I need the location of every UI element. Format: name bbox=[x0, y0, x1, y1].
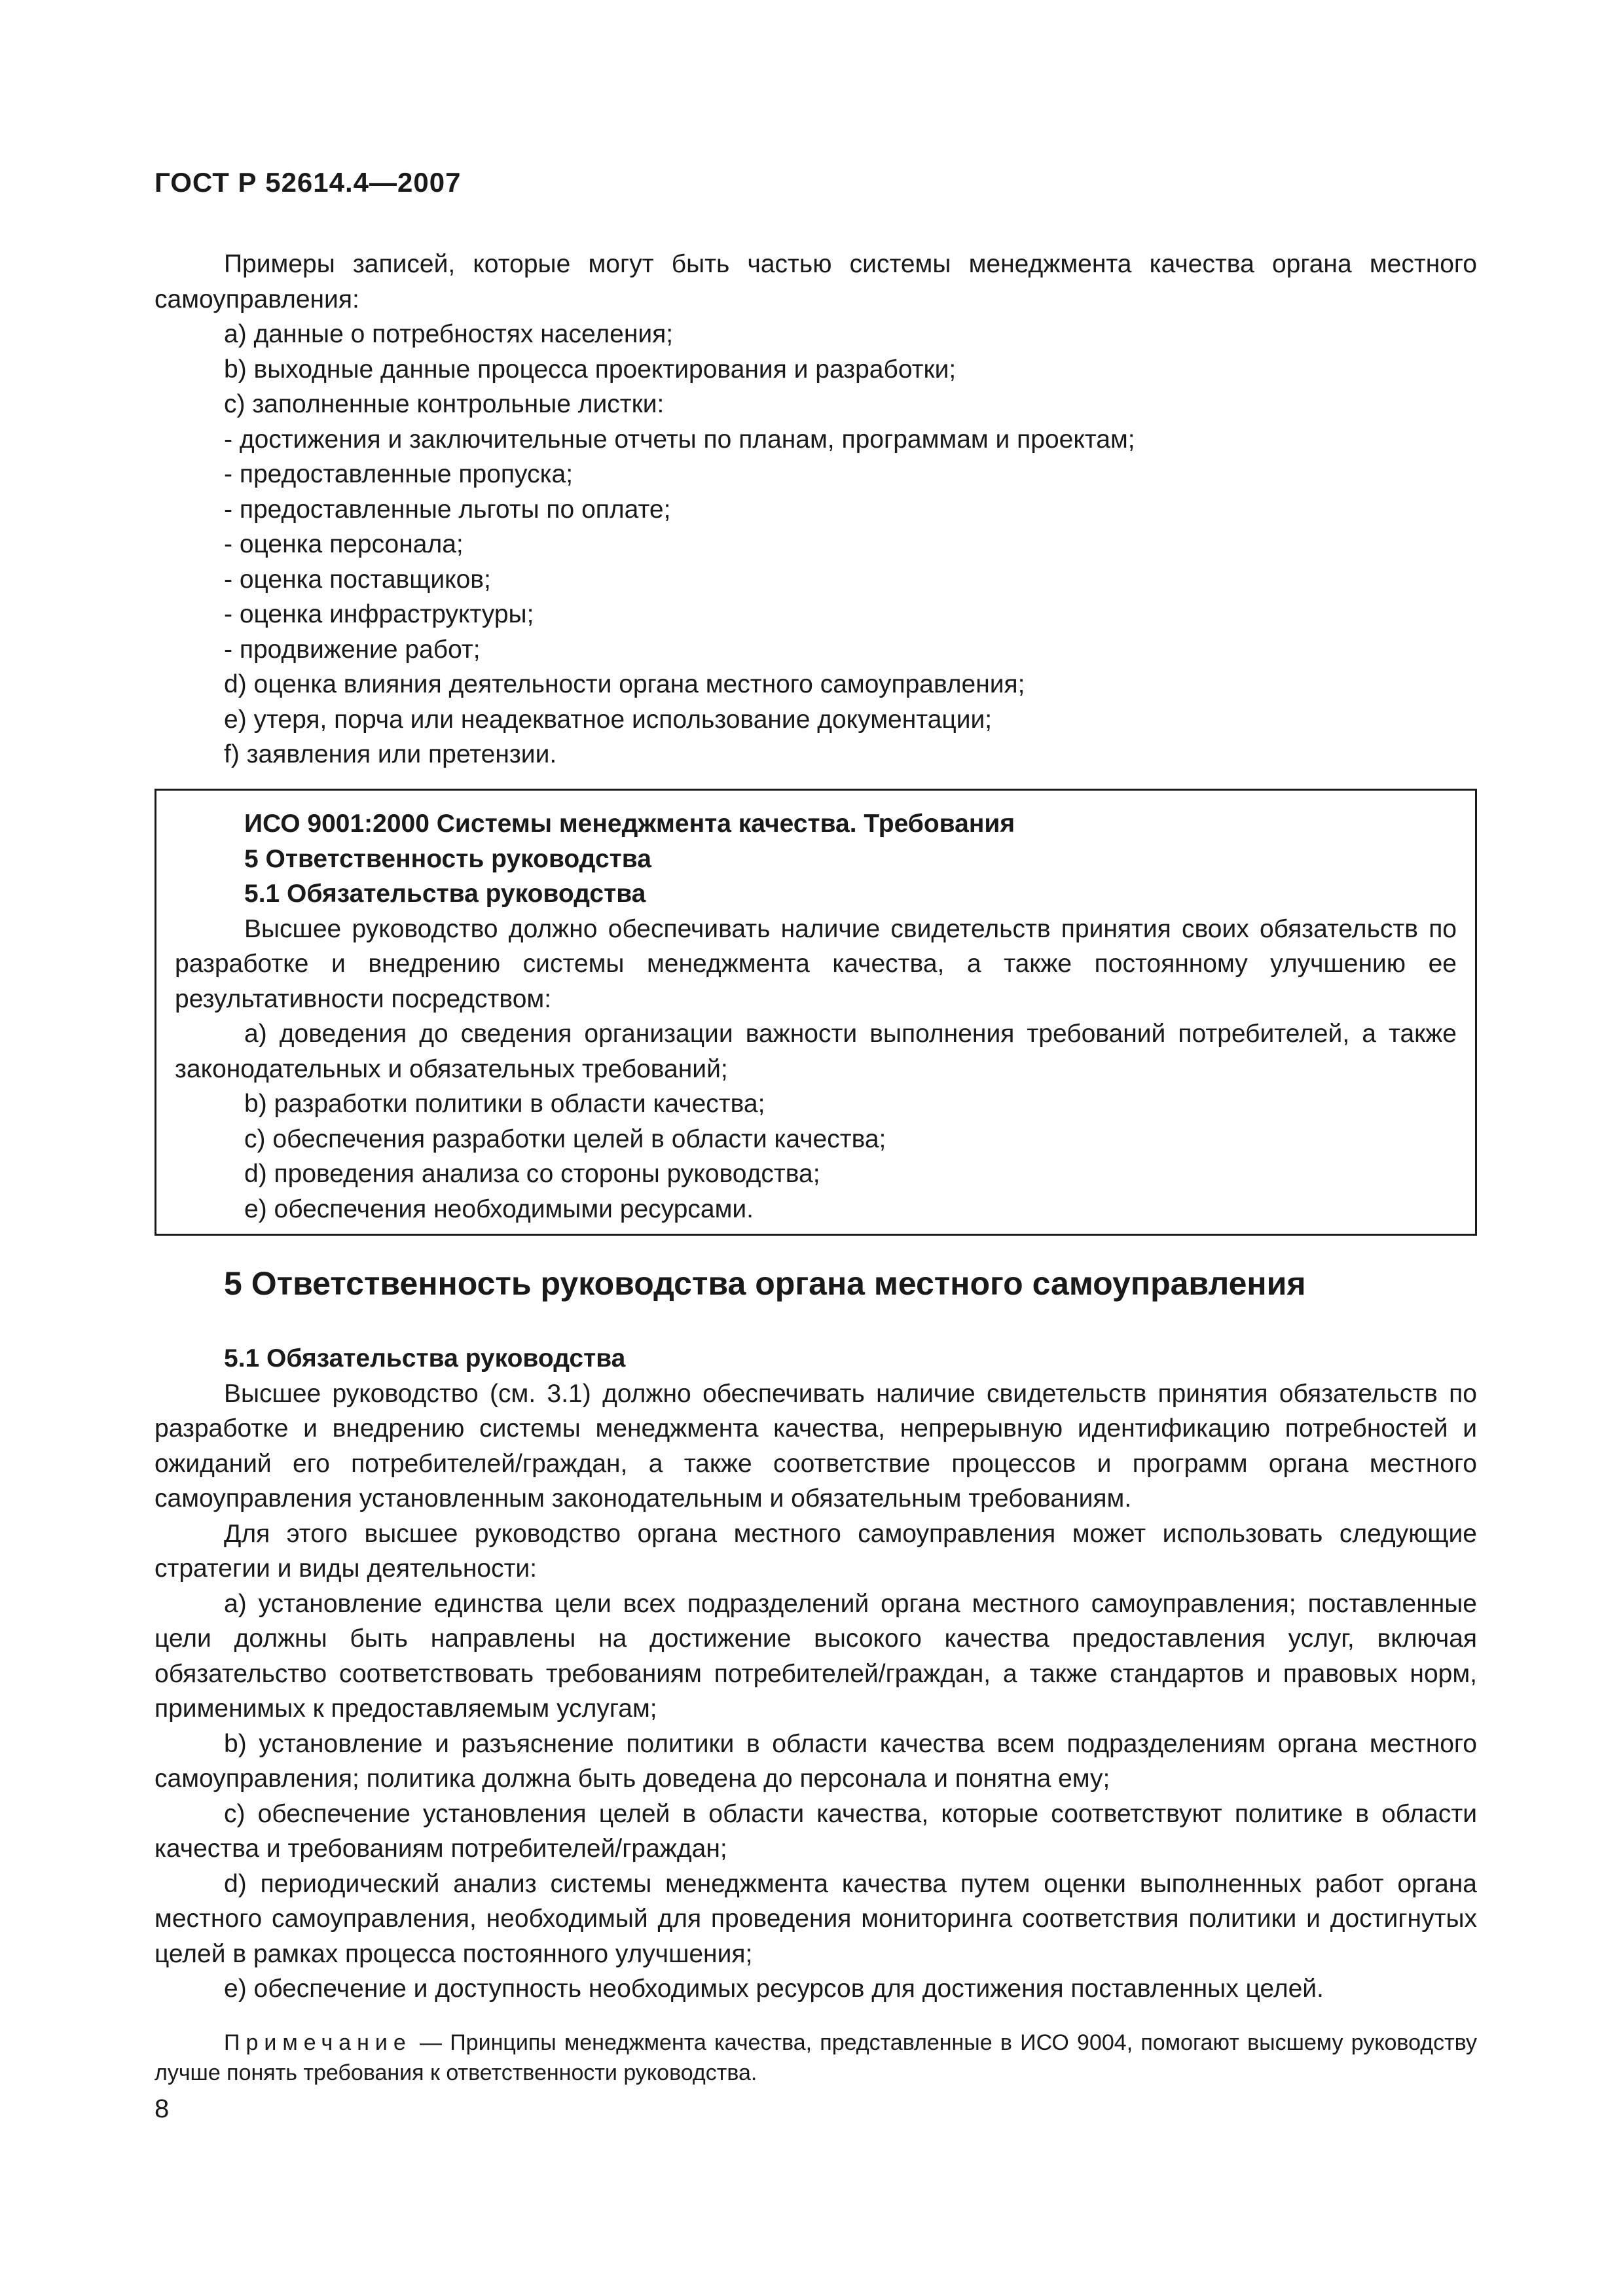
list-item: a) данные о потребностях населения; bbox=[224, 320, 674, 348]
iso-box-paragraph: Высшее руководство должно обеспечивать наличие свидетельств принятия своих обязательств по разработке и внедрению системы менеджмента качества, а также постоянному улучшению ее результативности посредством: bbox=[175, 914, 1457, 1013]
list-item: d) периодический анализ системы менеджмента качества путем оценки выполненных работ органа местного самоуправления, необходимый для проведения мониторинга соответствия политики и достигнутых целей в рамках процесса постоянного улучшения; bbox=[155, 1869, 1477, 1968]
list-item: - продвижение работ; bbox=[224, 635, 481, 664]
list-item: c) обеспечения разработки целей в области качества; bbox=[244, 1124, 886, 1153]
note-label: Примечание bbox=[224, 2030, 412, 2055]
document-header: ГОСТ Р 52614.4—2007 bbox=[155, 167, 462, 198]
note-text: — Принципы менеджмента качества, представленные в ИСО 9004, помогают высшему руководству лучше понять требования к ответственности руководства. bbox=[155, 2030, 1477, 2085]
list-item: b) установление и разъяснение политики в области качества всем подразделениям органа местного самоуправления; политика должна быть доведена до персонала и понятна ему; bbox=[155, 1729, 1477, 1793]
subsection-title: 5.1 Обязательства руководства bbox=[224, 1344, 626, 1372]
list-item: e) обеспечения необходимыми ресурсами. bbox=[244, 1194, 754, 1223]
list-item: - достижения и заключительные отчеты по планам, программам и проектам; bbox=[224, 425, 1135, 454]
iso-box-section: 5 Ответственность руководства bbox=[244, 844, 651, 873]
list-item: - оценка персонала; bbox=[224, 530, 464, 558]
list-item: a) установление единства цели всех подразделений органа местного самоуправления; поставленные цели должны быть направлены на достижение высокого качества предоставления услуг, включая обязательство соответствовать требованиям потребителей/граждан, а также стандартов и правовых норм, применимых к предоставляемым услугам; bbox=[155, 1589, 1477, 1723]
section5-body bbox=[155, 1341, 1477, 2007]
list-item: d) оценка влияния деятельности органа местного самоуправления; bbox=[224, 670, 1025, 698]
iso-box-title: ИСО 9001:2000 Системы менеджмента качества. Требования bbox=[244, 810, 1015, 838]
list-item: c) обеспечение установления целей в области качества, которые соответствуют политике в области качества и требованиям потребителей/граждан; bbox=[155, 1799, 1477, 1863]
section-title: 5 Ответственность руководства органа местного самоуправления bbox=[224, 1265, 1306, 1302]
list-item: - оценка поставщиков; bbox=[224, 565, 491, 594]
list-item: a) доведения до сведения организации важности выполнения требований потребителей, а также законодательных и обязательных требований; bbox=[175, 1020, 1457, 1083]
paragraph: Для этого высшее руководство органа местного самоуправления может использовать следующие стратегии и виды деятельности: bbox=[155, 1519, 1477, 1583]
list-item: f) заявления или претензии. bbox=[224, 740, 557, 768]
list-item: b) выходные данные процесса проектирования и разработки; bbox=[224, 355, 957, 384]
list-item: - предоставленные льготы по оплате; bbox=[224, 495, 671, 524]
list-item: e) утеря, порча или неадекватное использование документации; bbox=[224, 705, 993, 734]
list-item: d) проведения анализа со стороны руководства; bbox=[244, 1160, 820, 1188]
iso-box-subsection: 5.1 Обязательства руководства bbox=[244, 880, 646, 908]
iso-requirements-box bbox=[155, 789, 1477, 1236]
note bbox=[155, 2028, 1477, 2088]
records-block bbox=[155, 247, 1477, 772]
list-item: b) разработки политики в области качества; bbox=[244, 1090, 765, 1118]
list-item: e) обеспечение и доступность необходимых ресурсов для достижения поставленных целей. bbox=[224, 1975, 1324, 2003]
list-item: - предоставленные пропуска; bbox=[224, 460, 574, 488]
page-number: 8 bbox=[155, 2094, 170, 2123]
records-intro: Примеры записей, которые могут быть частью системы менеджмента качества органа местного самоуправления: bbox=[155, 250, 1477, 314]
list-item: - оценка инфраструктуры; bbox=[224, 600, 534, 628]
list-item: c) заполненные контрольные листки: bbox=[224, 390, 665, 418]
paragraph: Высшее руководство (см. 3.1) должно обеспечивать наличие свидетельств принятия обязательств по разработке и внедрению системы менеджмента качества, непрерывную идентификацию потребностей и ожиданий его потребителей/граждан, а также соответствие процессов и программ органа местного самоуправления установленным законодательным и обязательным требованиям. bbox=[155, 1379, 1477, 1513]
